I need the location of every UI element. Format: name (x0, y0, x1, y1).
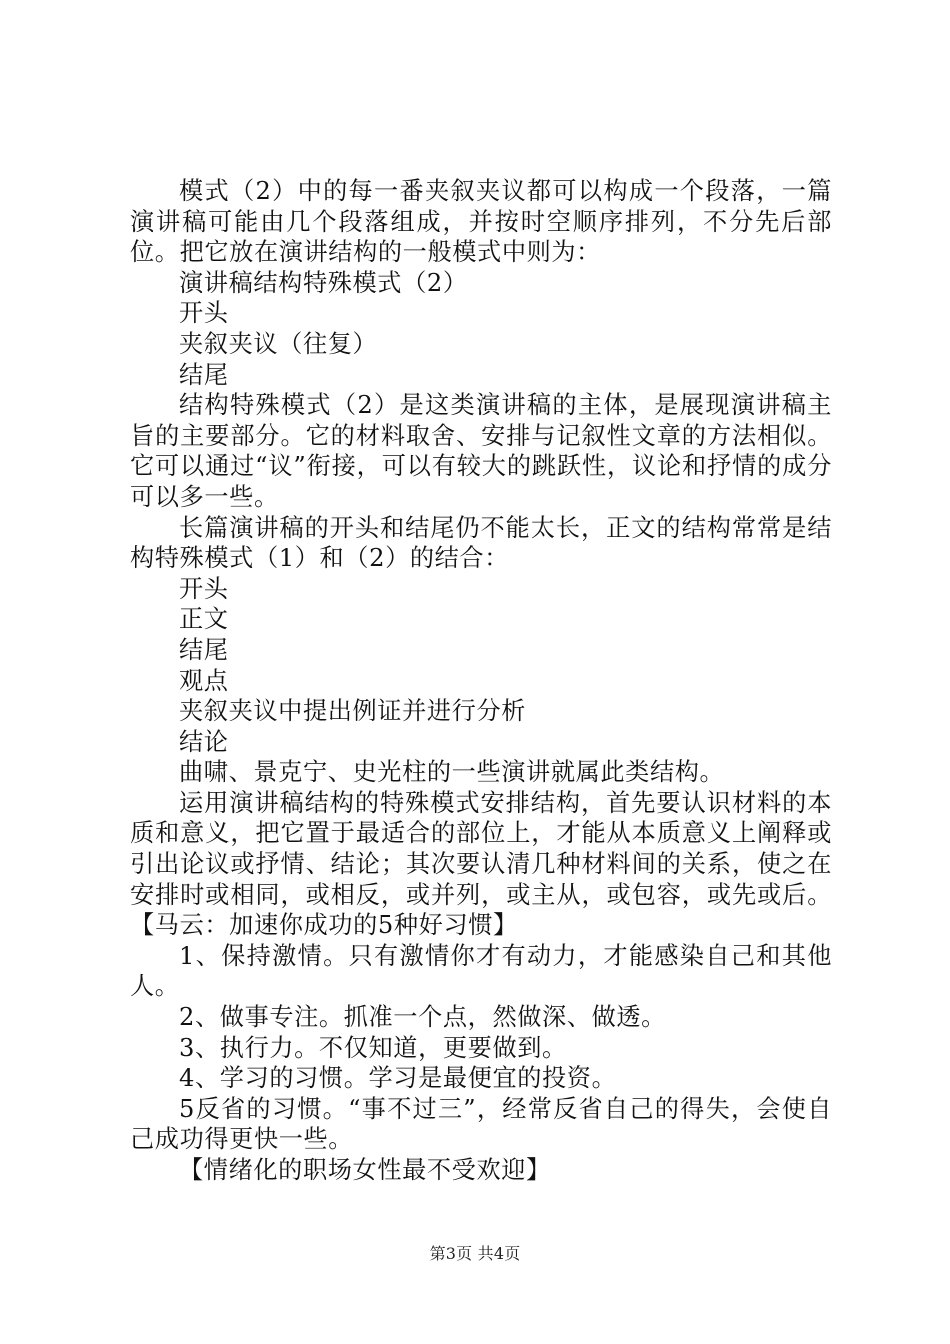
paragraph-4: 夹叙夹议（往复） (179, 329, 378, 358)
paragraph-5: 结尾 (179, 360, 229, 389)
paragraph-2: 演讲稿结构特殊模式（2） (179, 268, 468, 297)
paragraph-3: 开头 (179, 299, 229, 328)
paragraph-1: 模式（2）中的每一番夹叙夹议都可以构成一个段落，一篇演讲稿可能由几个段落组成，并按时空顺序排列，不分先后部位。把它放在演讲结构的一般模式中则为： (130, 177, 832, 267)
paragraph-20: 5反省的习惯。“事不过三”，经常反省自己的得失，会使自己成功得更快一些。 (130, 1094, 832, 1154)
paragraph-12: 夹叙夹议中提出例证并进行分析 (179, 697, 527, 726)
paragraph-10: 结尾 (179, 635, 229, 664)
document-body (130, 176, 832, 1186)
paragraph-21: 【情绪化的职场女性最不受欢迎】 (179, 1156, 551, 1184)
paragraph-15: 运用演讲稿结构的特殊模式安排结构，首先要认识材料的本质和意义，把它置于最适合的部位上，才能从本质意义上阐释或引出论议或抒情、结论；其次要认清几种材料间的关系，使之在安排时或相同，或相反，或并列，或主从，或包容，或先或后。【马云：加速你成功的5种好习惯】 (130, 788, 832, 940)
page-number-footer: 第3页 共4页 (429, 1244, 521, 1263)
paragraph-17: 2、做事专注。抓准一个点，然做深、做透。 (179, 1003, 666, 1032)
paragraph-6: 结构特殊模式（2）是这类演讲稿的主体，是展现演讲稿主旨的主要部分。它的材料取舍、安排与记叙性文章的方法相似。它可以通过“议”衔接，可以有较大的跳跃性，议论和抒情的成分可以多一些。 (130, 391, 832, 511)
paragraph-13: 结论 (179, 727, 229, 756)
paragraph-16: 1、保持激情。只有激情你才有动力，才能感染自己和其他人。 (130, 941, 832, 1001)
paragraph-9: 正文 (179, 605, 229, 634)
paragraph-7: 长篇演讲稿的开头和结尾仍不能太长，正文的结构常常是结构特殊模式（1）和（2）的结合： (130, 513, 832, 573)
paragraph-19: 4、学习的习惯。学习是最便宜的投资。 (179, 1064, 617, 1093)
paragraph-8: 开头 (179, 574, 229, 603)
paragraph-11: 观点 (179, 666, 229, 695)
paragraph-18: 3、执行力。不仅知道，更要做到。 (179, 1033, 567, 1062)
paragraph-14: 曲啸、景克宁、史光柱的一些演讲就属此类结构。 (179, 758, 725, 787)
